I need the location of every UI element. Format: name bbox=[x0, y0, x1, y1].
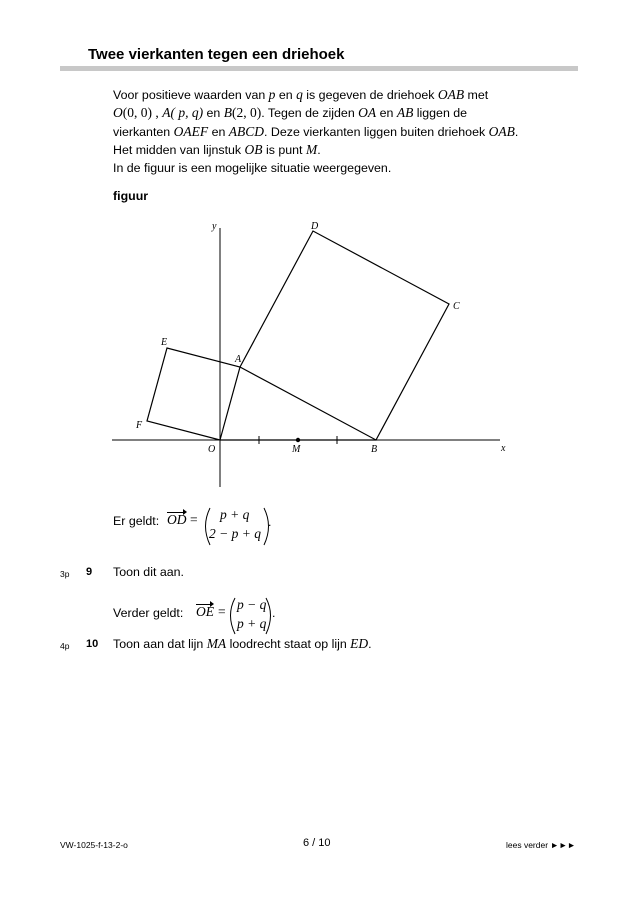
point-label-m: M bbox=[292, 444, 301, 455]
math-ob: OB bbox=[244, 141, 263, 157]
given-od-prefix: Er geldt: bbox=[113, 514, 160, 528]
text: en bbox=[275, 88, 297, 102]
text: . Deze vierkanten liggen buiten driehoek bbox=[264, 124, 489, 139]
vector-oe-top: p − q bbox=[237, 597, 267, 612]
page-number: 6 / 10 bbox=[303, 837, 331, 849]
text: is gegeven de driehoek bbox=[302, 88, 438, 102]
vector-od-name: OD bbox=[167, 512, 187, 527]
text: en bbox=[376, 106, 397, 121]
question-9-text: Toon dit aan. bbox=[113, 565, 184, 579]
period: . bbox=[268, 515, 272, 529]
math-p: p bbox=[268, 87, 276, 102]
point-label-c: C bbox=[453, 301, 460, 312]
math-ab: AB bbox=[396, 105, 414, 121]
math-oaef: OAEF bbox=[173, 123, 209, 139]
text: Het midden van lijnstuk bbox=[113, 142, 245, 157]
text: . Tegen de zijden bbox=[261, 106, 359, 121]
axis-label-y: y bbox=[212, 221, 217, 232]
footer-code: VW-1025-f-13-2-o bbox=[60, 840, 128, 850]
equals-sign: = bbox=[218, 604, 226, 619]
question-points: 4p bbox=[60, 641, 70, 651]
math-a: A bbox=[162, 105, 171, 121]
text: . bbox=[368, 637, 372, 651]
point-label-f: F bbox=[136, 420, 143, 431]
math-oab: OAB bbox=[488, 123, 515, 139]
point-label-o: O bbox=[208, 444, 216, 455]
math-a-coords: ( p, q) bbox=[170, 105, 204, 121]
intro-line-5: In de figuur is een mogelijke situatie weergegeven. bbox=[113, 161, 392, 176]
text: loodrecht staat op lijn bbox=[226, 637, 351, 651]
figure-label: figuur bbox=[113, 189, 149, 203]
text: en bbox=[203, 106, 224, 121]
text: liggen de bbox=[413, 106, 468, 121]
equals-sign: = bbox=[190, 512, 198, 527]
text: Voor positieve waarden van bbox=[113, 88, 269, 102]
math-o-coords: (0, 0) , bbox=[122, 105, 159, 121]
point-label-a: A bbox=[235, 354, 242, 365]
given-oe-prefix: Verder geldt: bbox=[113, 606, 184, 620]
vector-oe-name: OE bbox=[196, 604, 214, 619]
math-ed: ED bbox=[350, 636, 369, 651]
question-number: 9 bbox=[86, 566, 93, 578]
text: is punt bbox=[262, 142, 306, 157]
math-oab: OAB bbox=[437, 87, 465, 102]
math-ma: MA bbox=[206, 636, 227, 651]
text: met bbox=[464, 88, 489, 102]
text: en bbox=[208, 124, 229, 139]
point-label-e: E bbox=[161, 337, 168, 348]
question-number: 10 bbox=[86, 638, 99, 650]
text: . bbox=[317, 142, 321, 157]
math-oa: OA bbox=[358, 105, 377, 121]
point-label-d: D bbox=[311, 221, 319, 232]
vector-od-bottom: 2 − p + q bbox=[209, 526, 261, 541]
math-m: M bbox=[305, 141, 318, 157]
math-o: O bbox=[113, 105, 123, 121]
vector-oe-bottom: p + q bbox=[237, 616, 267, 631]
page-title: Twee vierkanten tegen een driehoek bbox=[88, 46, 345, 63]
point-label-b: B bbox=[371, 444, 378, 455]
vector-od-top: p + q bbox=[220, 507, 250, 522]
math-abcd: ABCD bbox=[228, 123, 265, 139]
question-10-text bbox=[113, 636, 372, 652]
math-q: q bbox=[296, 87, 303, 102]
question-points: 3p bbox=[60, 569, 70, 579]
period: . bbox=[272, 606, 276, 620]
math-b: B bbox=[223, 105, 232, 121]
text: vierkanten bbox=[113, 124, 174, 139]
text: . bbox=[514, 124, 519, 139]
next-page-note: lees verder ►►► bbox=[506, 840, 576, 850]
math-b-coords: (2, 0) bbox=[232, 105, 262, 121]
text: Toon aan dat lijn bbox=[113, 637, 207, 651]
axis-label-x: x bbox=[501, 443, 506, 454]
